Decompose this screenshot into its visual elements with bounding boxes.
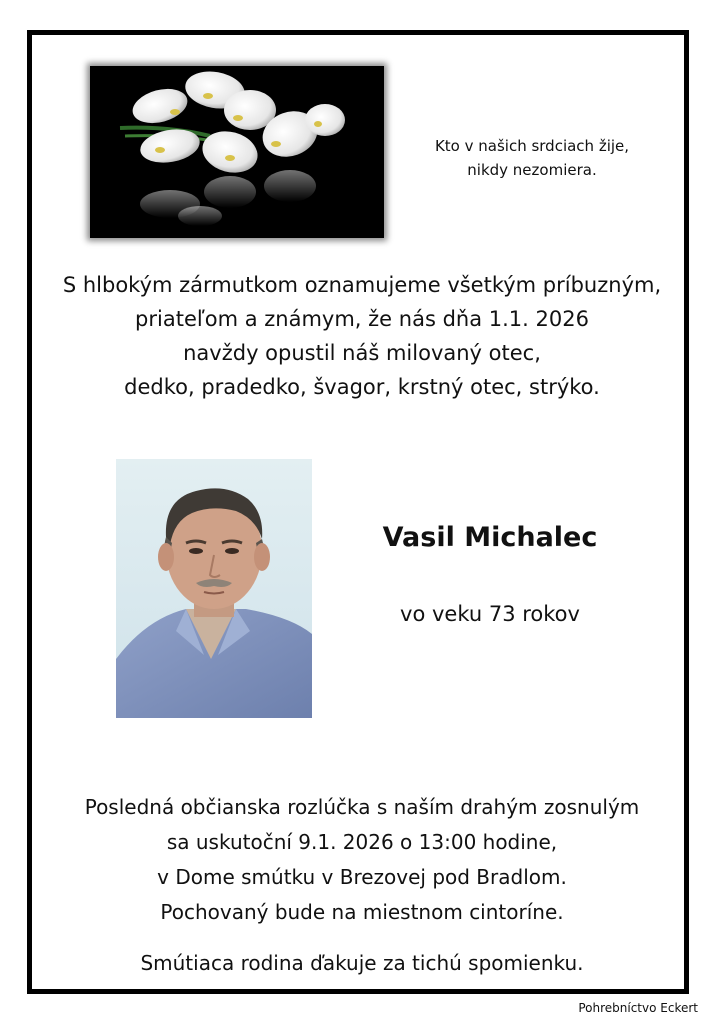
farewell-line-4: Pochovaný bude na miestnom cintoríne. bbox=[160, 900, 564, 924]
farewell-line-3: v Dome smútku v Brezovej pod Bradlom. bbox=[157, 865, 567, 889]
farewell-text bbox=[30, 790, 694, 930]
announcement-text bbox=[30, 268, 694, 404]
deceased-age: vo veku 73 rokov bbox=[400, 602, 580, 626]
quote-line-1: Kto v našich srdciach žije, bbox=[434, 137, 630, 155]
undertaker-credit: Pohrebníctvo Eckert bbox=[578, 1001, 698, 1015]
deceased-portrait bbox=[116, 459, 312, 718]
deceased-name: Vasil Michalec bbox=[382, 522, 598, 553]
announcement-line-1: S hlbokým zármutkom oznamujeme všetkým príbuzným, bbox=[62, 273, 662, 297]
calla-lilies-image bbox=[90, 66, 384, 238]
announcement-line-4: dedko, pradedko, švagor, krstný otec, strýko. bbox=[124, 375, 600, 399]
announcement-line-3: navždy opustil náš milovaný otec, bbox=[183, 341, 541, 365]
farewell-line-2: sa uskutoční 9.1. 2026 o 13:00 hodine, bbox=[166, 830, 558, 854]
memorial-quote bbox=[412, 134, 652, 182]
family-thanks: Smútiaca rodina ďakuje za tichú spomienku. bbox=[140, 951, 584, 975]
farewell-line-1: Posledná občianska rozlúčka s naším drahým zosnulým bbox=[84, 795, 640, 819]
quote-line-2: nikdy nezomiera. bbox=[467, 161, 597, 179]
announcement-line-2: priateľom a známym, že nás dňa 1.1. 2026 bbox=[135, 307, 589, 331]
